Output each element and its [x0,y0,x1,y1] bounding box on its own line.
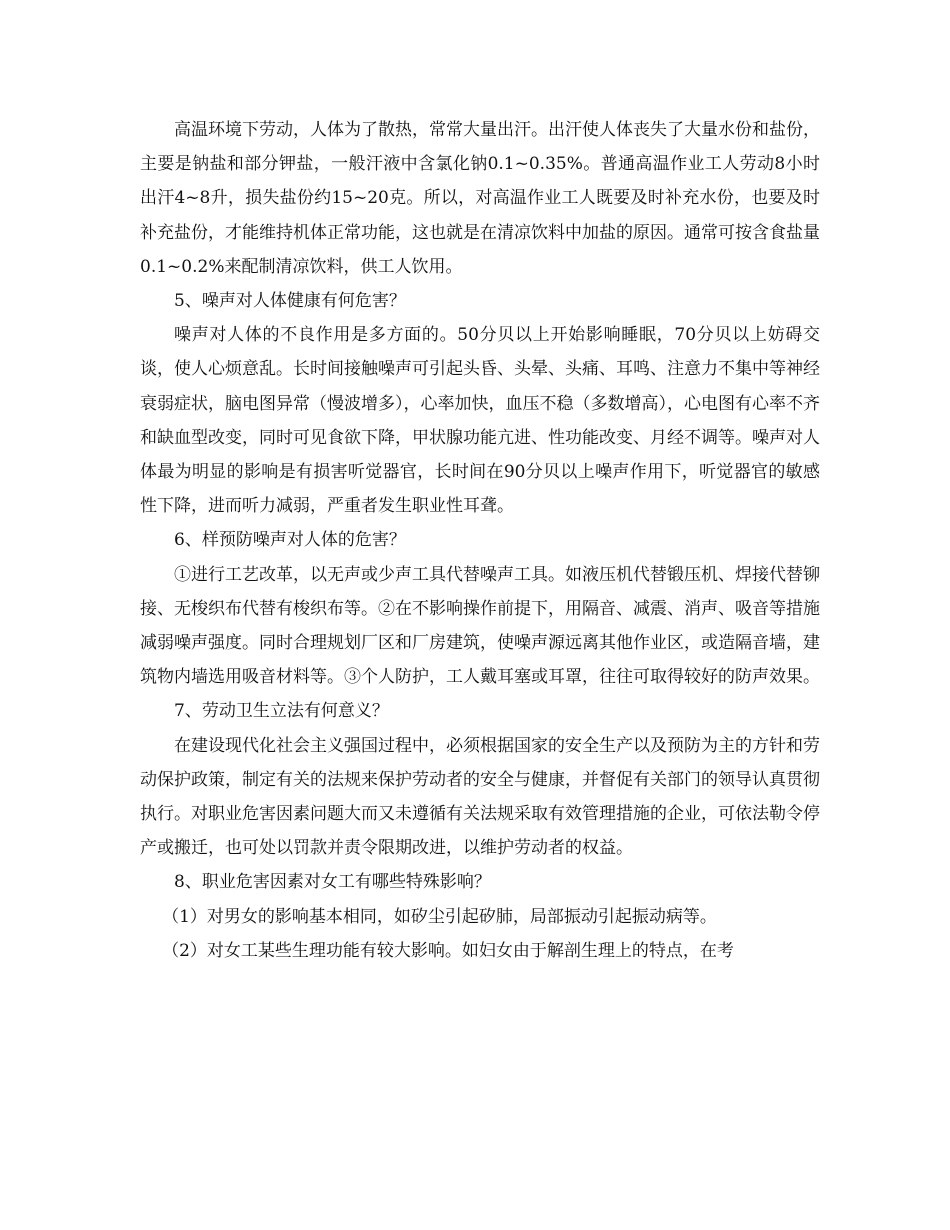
paragraph-noise-effects: 噪声对人体的不良作用是多方面的。50分贝以上开始影响睡眠，70分贝以上妨碍交谈，使人心烦意乱。长时间接触噪声可引起头昏、头晕、头痛、耳鸣、注意力不集中等神经衰弱症状，脑电图异常（慢波增多），心率加快，血压不稳（多数增高），心电图有心率不齐和缺血型改变，同时可见食欲下降，甲状腺功能亢进、性功能改变、月经不调等。噪声对人体最为明显的影响是有损害听觉器官，长时间在90分贝以上噪声作用下，听觉器官的敏感性下降，进而听力减弱，严重者发生职业性耳聋。 [140,325,820,517]
list-item-1: （1）对男女的影响基本相同，如矽尘引起矽肺，局部振动引起振动病等。 [162,906,717,927]
document-body [140,113,820,968]
heading-noise-harm: 5、噪声对人体健康有何危害？ [174,291,406,312]
heading-female-workers: 8、职业危害因素对女工有哪些特殊影响？ [174,872,491,893]
paragraph-labor-legislation: 在建设现代化社会主义强国过程中，必须根据国家的安全生产以及预防为主的方针和劳动保护政策，制定有关的法规来保护劳动者的安全与健康，并督促有关部门的领导认真贯彻执行。对职业危害因素问题大而又未遵循有关法规采取有效管理措施的企业，可依法勒令停产或搬迁，也可处以罚款并责令限期改进，以维护劳动者的权益。 [140,735,820,859]
list-item-2: （2）对女工某些生理功能有较大影响。如妇女由于解剖生理上的特点，在考 [162,940,734,961]
heading-noise-prevention: 6、样预防噪声对人体的危害？ [174,530,406,551]
heading-labor-legislation: 7、劳动卫生立法有何意义？ [174,701,389,722]
paragraph-noise-measures: ①进行工艺改革，以无声或少声工具代替噪声工具。如液压机代替锻压机、焊接代替铆接、无梭织布代替有梭织布等。②在不影响操作前提下，用隔音、减震、消声、吸音等措施减弱噪声强度。同时合理规划厂区和厂房建筑，使噪声源远离其他作业区，或造隔音墙，建筑物内墙选用吸音材料等。③个人防护，工人戴耳塞或耳罩，往往可取得较好的防声效果。 [140,564,820,688]
paragraph-heat-sweat: 高温环境下劳动，人体为了散热，常常大量出汗。出汗使人体丧失了大量水份和盐份，主要是钠盐和部分钾盐，一般汗液中含氯化钠0.1~0.35%。普通高温作业工人劳动8小时出汗4~8升，损失盐份约15~20克。所以，对高温作业工人既要及时补充水份，也要及时补充盐份，才能维持机体正常功能，这也就是在清凉饮料中加盐的原因。通常可按含食盐量0.1~0.2%来配制清凉饮料，供工人饮用。 [140,120,820,277]
